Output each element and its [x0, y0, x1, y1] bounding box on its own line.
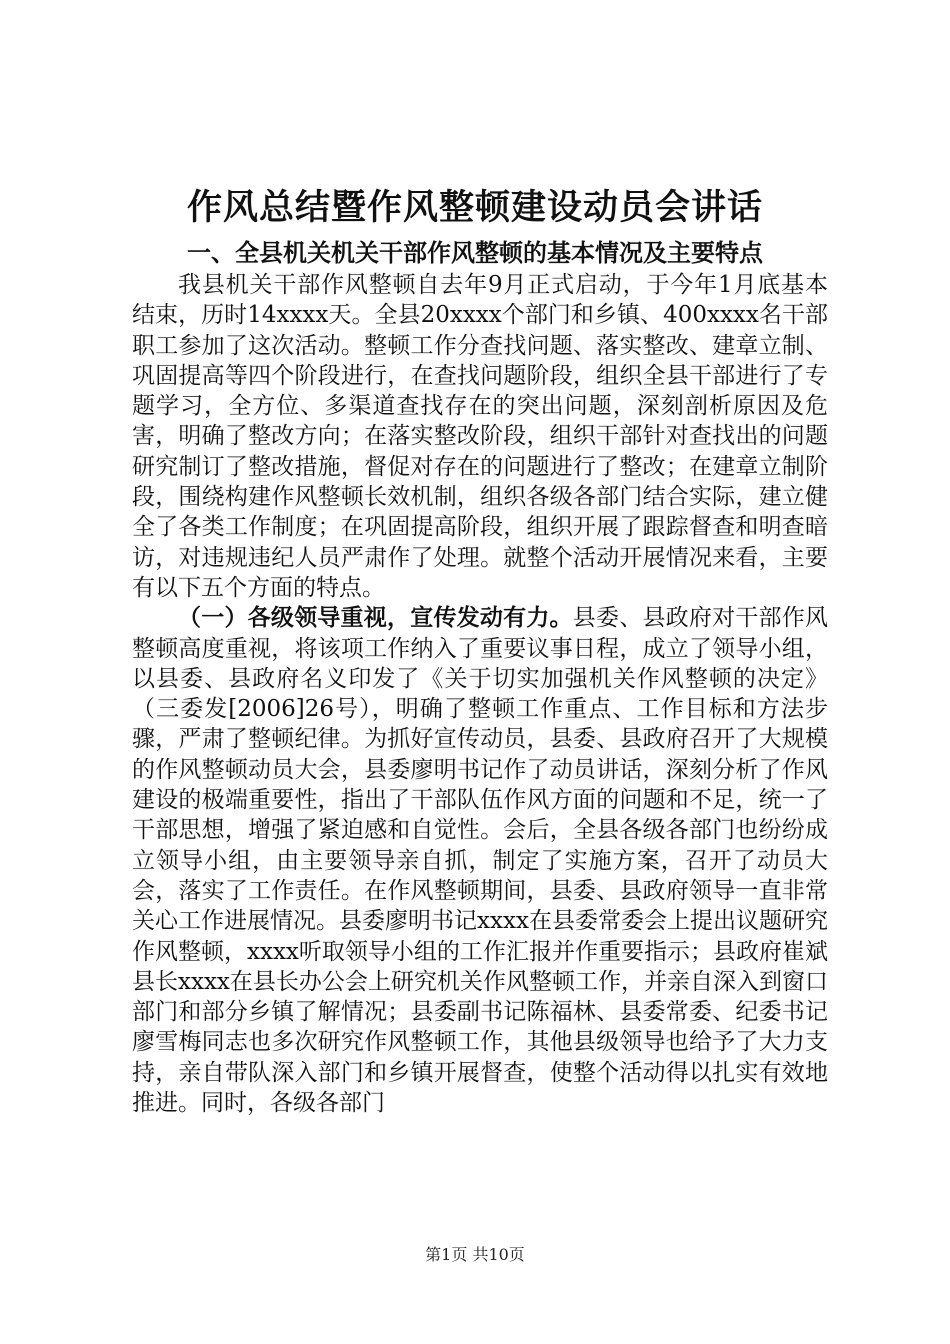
section-heading: 一、全县机关机关干部作风整顿的基本情况及主要特点	[187, 238, 763, 267]
paragraph-2-text: 县委、县政府对干部作风整顿高度重视，将该项工作纳入了重要议事日程，成立了领导小组，以县委、县政府名义印发了《关于切实加强机关作风整顿的决定》（三委发[2006]26号），明确了整顿工作重点、工作目标和方法步骤，严肃了整顿纪律。为抓好宣传动员，县委、县政府召开了大规模的作风整顿动员大会，县委廖明书记作了动员讲话，深刻分析了作风建设的极端重要性，指出了干部队伍作风方面的问题和不足，统一了干部思想，增强了紧迫感和自觉性。会后，全县各级各部门也纷纷成立领导小组，由主要领导亲自抓，制定了实施方案，召开了动员大会，落实了工作责任。在作风整顿期间，县委、县政府领导一直非常关心工作进展情况。县委廖明书记xxxx在县委常委会上提出议题研究作风整顿，xxxx听取领导小组的工作汇报并作重要指示；县政府崔斌县长xxxx在县长办公会上研究机关作风整顿工作，并亲自深入到窗口部门和部分乡镇了解情况；县委副书记陈福林、县委常委、纪委书记廖雪梅同志也多次研究作风整顿工作，其他县级领导也给予了大力支持，亲自带队深入部门和乡镇开展督查，使整个活动得以扎实有效地推进。同时，各级各部门	[132, 605, 829, 1117]
paragraph-2	[132, 603, 828, 1118]
subheading-1: （一）各级领导重视，宣传发动有力。	[178, 604, 573, 632]
paragraph-1: 我县机关干部作风整顿自去年9月正式启动，于今年1月底基本结束，历时14xxxx天。全县20xxxx个部门和乡镇、400xxxx名干部职工参加了这次活动。整顿工作分查找问题、落实整改、建章立制、巩固提高等四个阶段进行，在查找问题阶段，组织全县干部进行了专题学习，全方位、多渠道查找存在的突出问题，深刻剖析原因及危害，明确了整改方向；在落实整改阶段，组织干部针对查找出的问题研究制订了整改措施，督促对存在的问题进行了整改；在建章立制阶段，围绕构建作风整顿长效机制，组织各级各部门结合实际，建立健全了各类工作制度；在巩固提高阶段，组织开展了跟踪督查和明查暗访，对违规违纪人员严肃作了处理。就整个活动开展情况来看，主要有以下五个方面的特点。	[132, 272, 828, 601]
document-title: 作风总结暨作风整顿建设动员会讲话	[186, 187, 763, 228]
document-body	[132, 270, 828, 1118]
page-footer: 第1页 共10页	[425, 1245, 525, 1264]
